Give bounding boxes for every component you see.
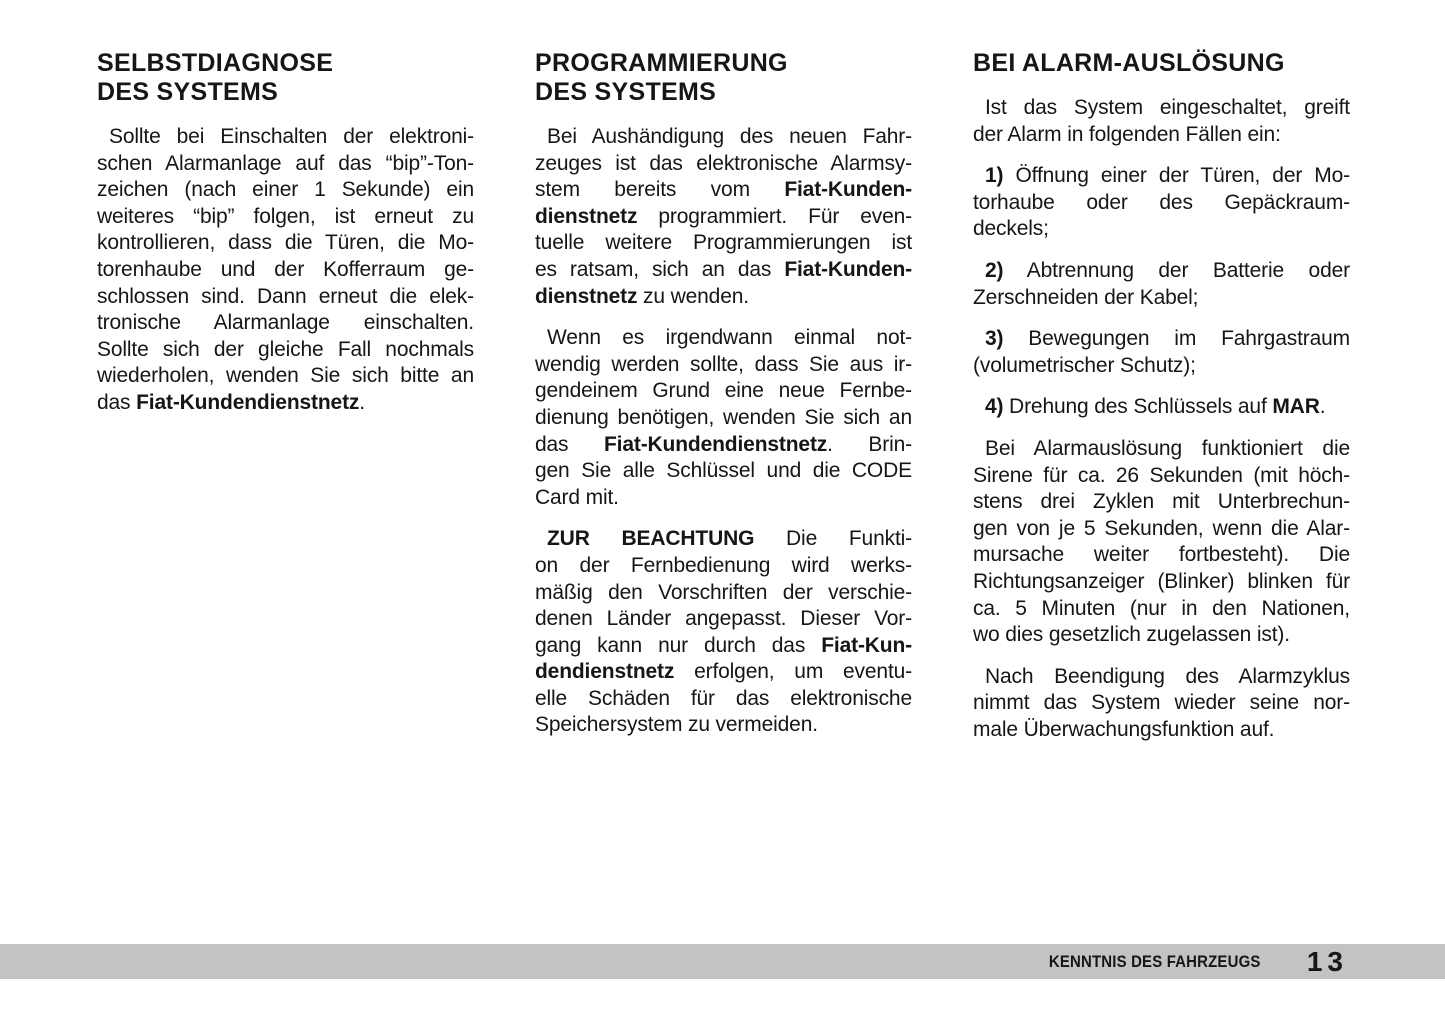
column-paragraphs [97, 124, 474, 417]
text-line [973, 258, 1350, 285]
column-paragraphs [973, 95, 1350, 743]
text-segment: zu wenden. [637, 284, 749, 308]
text-segment: schen Alarmanlage auf das “bip”-Ton- [97, 151, 474, 175]
text-segment: 1) [985, 164, 1004, 188]
footer-section-label: KENNTNIS DES FAHRZEUGS [1049, 951, 1261, 971]
text-segment: schlossen sind. Dann erneut die elek- [97, 284, 474, 308]
text-line [97, 151, 474, 178]
column-alarm-ausloesung [973, 49, 1350, 758]
text-segment: Bewegungen im Fahrgastraum [1003, 327, 1350, 351]
text-line [973, 717, 1350, 744]
text-segment: wendig werden sollte, dass Sie aus ir- [535, 352, 912, 376]
content-columns [97, 49, 1350, 758]
text-segment: es ratsam, sich an das [535, 257, 785, 281]
text-segment: (volumetrischer Schutz); [973, 353, 1196, 377]
text-line [97, 337, 474, 364]
footer-page-number: 13 [1306, 945, 1348, 977]
text-segment: zeichen (nach einer 1 Sekunde) ein [97, 178, 474, 202]
text-segment: denen Länder angepasst. Dieser Vor- [535, 607, 912, 631]
text-segment: weiteres “bip” folgen, ist erneut zu [97, 204, 474, 228]
text-segment: dendienstnetz [535, 660, 675, 684]
text-segment: . [359, 390, 365, 414]
text-line [973, 353, 1350, 380]
text-line [973, 622, 1350, 649]
text-segment: mäßig den Vorschriften der verschie- [535, 580, 912, 604]
text-segment: Speichersystem zu vermeiden. [535, 713, 818, 737]
column-paragraphs [535, 124, 912, 739]
heading-line: DES SYSTEMS [97, 78, 279, 106]
text-segment: Sirene für ca. 26 Sekunden (mit höch- [973, 463, 1350, 487]
text-segment: dienstnetz [535, 204, 638, 228]
text-line [973, 436, 1350, 463]
text-segment: Die Funkti- [754, 527, 912, 551]
text-line [535, 177, 912, 204]
text-line [973, 596, 1350, 623]
paragraph [535, 325, 912, 511]
text-line [973, 463, 1350, 490]
text-segment: nimmt das System wieder seine nor- [973, 691, 1350, 715]
text-segment: Bei Alarmauslösung funktioniert die [985, 436, 1350, 460]
text-line [973, 664, 1350, 691]
text-line [535, 659, 912, 686]
text-segment: ZUR BEACHTUNG [547, 527, 755, 551]
text-segment: gang kann nur durch das [535, 633, 822, 657]
text-line [535, 526, 912, 553]
text-line [535, 325, 912, 352]
text-line [535, 124, 912, 151]
text-segment: programmiert. Für even- [637, 204, 912, 228]
text-line [97, 310, 474, 337]
text-line [973, 216, 1350, 243]
text-segment: MAR [1272, 395, 1320, 419]
text-line [535, 284, 912, 311]
text-segment: . Brin- [827, 432, 912, 456]
text-segment: das [535, 432, 604, 456]
text-segment: kontrollieren, dass die Türen, die Mo- [97, 231, 474, 255]
text-line [973, 326, 1350, 353]
text-line [535, 458, 912, 485]
text-segment: on der Fernbedienung wird werks- [535, 553, 912, 577]
text-segment: Abtrennung der Batterie oder [1003, 258, 1350, 282]
text-line [97, 230, 474, 257]
section-heading [973, 49, 1350, 78]
text-line [973, 489, 1350, 516]
text-line [973, 690, 1350, 717]
text-line [535, 352, 912, 379]
text-segment: Drehung des Schlüssels auf [1003, 395, 1273, 419]
paragraph [973, 326, 1350, 379]
text-segment: 3) [985, 327, 1004, 351]
text-segment: Zerschneiden der Kabel; [973, 285, 1199, 309]
text-segment: . [1319, 395, 1326, 419]
text-line [535, 712, 912, 739]
text-line [973, 122, 1350, 149]
text-segment: wo dies gesetzlich zugelassen ist). [973, 623, 1290, 647]
text-line [535, 257, 912, 284]
text-line [535, 230, 912, 257]
text-line [973, 285, 1350, 312]
text-segment: Nach Beendigung des Alarmzyklus [985, 664, 1350, 688]
text-line [535, 580, 912, 607]
paragraph [973, 163, 1350, 243]
text-line [97, 177, 474, 204]
text-segment: Card mit. [535, 485, 619, 509]
text-segment: tronische Alarmanlage einschalten. [97, 311, 474, 335]
text-segment: dienstnetz [535, 284, 638, 308]
paragraph [973, 436, 1350, 649]
text-line [973, 542, 1350, 569]
text-line [535, 553, 912, 580]
paragraph [535, 526, 912, 739]
text-segment: Fiat-Kun- [821, 633, 912, 657]
text-line [535, 633, 912, 660]
text-segment: das [97, 390, 137, 414]
paragraph [973, 394, 1350, 421]
text-line [535, 151, 912, 178]
text-line [973, 163, 1350, 190]
text-line [535, 378, 912, 405]
text-segment: gen von je 5 Sekunden, wenn die Alar- [973, 516, 1350, 540]
text-line [97, 204, 474, 231]
paragraph [973, 258, 1350, 311]
text-segment: der Alarm in folgenden Fällen ein: [973, 122, 1281, 146]
text-segment: Wenn es irgendwann einmal not- [547, 326, 912, 350]
heading-line: BEI ALARM-AUSLÖSUNG [973, 49, 1285, 77]
text-line [535, 485, 912, 512]
section-heading [535, 49, 912, 107]
text-segment: gen Sie alle Schlüssel und die CODE [535, 459, 912, 483]
text-line [535, 204, 912, 231]
text-line [973, 190, 1350, 217]
text-line [535, 606, 912, 633]
text-segment: 2) [985, 258, 1004, 282]
paragraph [97, 124, 474, 417]
column-selbstdiagnose [97, 49, 474, 758]
text-segment: erfolgen, um eventu- [674, 660, 912, 684]
text-line [97, 390, 474, 417]
paragraph [973, 95, 1350, 148]
text-segment: Bei Aushändigung des neuen Fahr- [547, 125, 912, 148]
text-segment: Fiat-Kundendienstnetz [136, 390, 360, 414]
text-segment: 4) [985, 395, 1004, 419]
text-segment: male Überwachungsfunktion auf. [973, 717, 1275, 741]
text-segment: Öffnung einer der Türen, der Mo- [1003, 164, 1350, 188]
text-segment: stem bereits vom [535, 178, 785, 202]
section-heading [97, 49, 474, 107]
text-segment: dienung benötigen, wenden Sie sich an [535, 405, 912, 429]
paragraph [973, 664, 1350, 744]
text-line [535, 432, 912, 459]
text-line [973, 95, 1350, 122]
text-segment: elle Schäden für das elektronische [535, 686, 912, 710]
text-segment: mursache weiter fortbesteht). Die [973, 543, 1350, 567]
text-line [97, 363, 474, 390]
text-segment: Richtungsanzeiger (Blinker) blinken für [973, 569, 1350, 593]
text-segment: torenhaube und der Kofferraum ge- [97, 257, 474, 281]
text-segment: Sollte sich der gleiche Fall nochmals [97, 337, 474, 361]
text-line [973, 516, 1350, 543]
text-segment: deckels; [973, 217, 1049, 241]
text-segment: Fiat-Kundendienstnetz [603, 432, 828, 456]
text-segment: Fiat-Kunden- [784, 178, 912, 202]
text-segment: ca. 5 Minuten (nur in den Nationen, [973, 596, 1350, 620]
heading-line: SELBSTDIAGNOSE [97, 49, 334, 77]
text-segment: zeuges ist das elektronische Alarmsy- [535, 151, 912, 175]
footer-bar [0, 944, 1445, 979]
text-segment: gendeinem Grund eine neue Fernbe- [535, 379, 912, 403]
text-line [973, 569, 1350, 596]
text-line [973, 394, 1350, 421]
text-line [97, 257, 474, 284]
text-segment: Fiat-Kunden- [784, 257, 912, 281]
paragraph [535, 124, 912, 310]
text-line [535, 686, 912, 713]
text-segment: stens drei Zyklen mit Unterbrechun- [973, 490, 1350, 514]
text-segment: wiederholen, wenden Sie sich bitte an [97, 364, 474, 388]
heading-line: PROGRAMMIERUNG [535, 49, 788, 77]
text-segment: Sollte bei Einschalten der elektroni- [109, 125, 474, 148]
text-segment: tuelle weitere Programmierungen ist [535, 231, 912, 255]
column-programmierung [535, 49, 912, 758]
text-line [535, 405, 912, 432]
text-segment: Ist das System eingeschaltet, greift [985, 96, 1350, 119]
text-line [97, 124, 474, 151]
text-segment: torhaube oder des Gepäckraum- [973, 190, 1350, 214]
text-line [97, 284, 474, 311]
heading-line: DES SYSTEMS [535, 78, 717, 106]
